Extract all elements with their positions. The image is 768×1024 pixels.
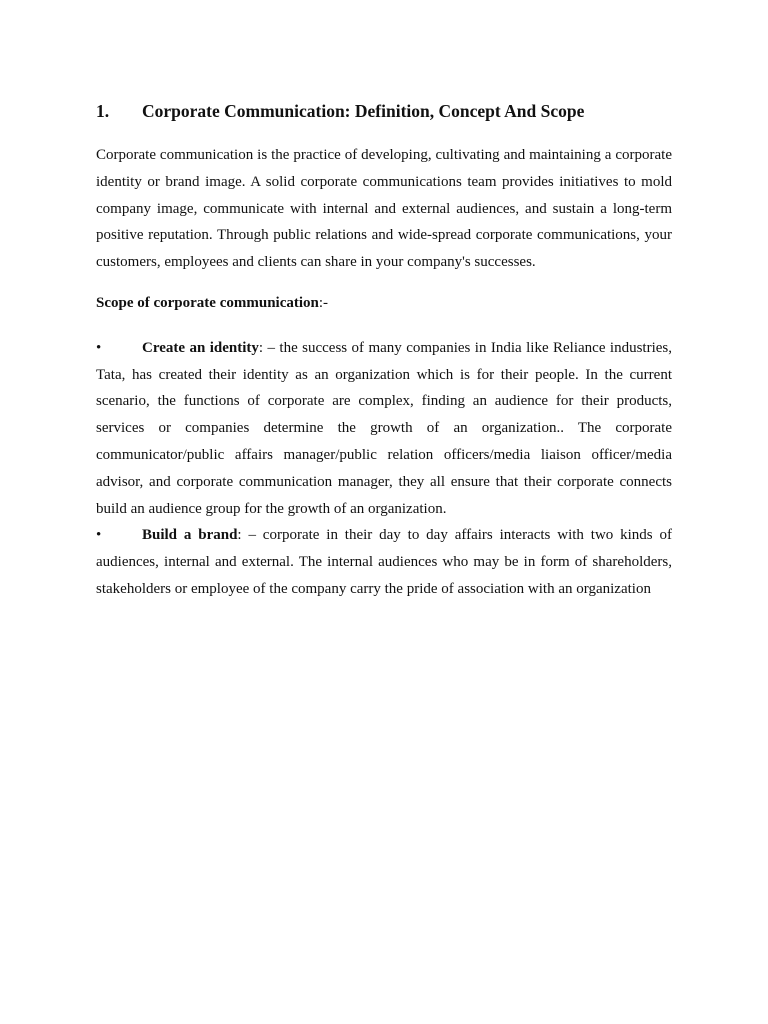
section-number: 1.	[96, 101, 110, 121]
bullet-term: Create an identity	[142, 339, 259, 356]
bullet-body: : – the success of many companies in India like Reliance industries, Tata, has created their identity as an organization which is for their people. In the current scenario, the functions of corporate are complex, finding an audience for their products, services or companies determine the growth of an organization.. The corporate communicator/public affairs manager/public relation officers/media liaison officer/media advisor, and corporate communication manager, they all ensure that their corporate connects build an audience group for the growth of an organization.	[96, 339, 672, 517]
bullet-build-brand	[96, 522, 672, 602]
scope-suffix: :-	[318, 294, 329, 311]
bullet-term: Build a brand	[142, 527, 238, 544]
section-title: Corporate Communication: Definition, Concept And Scope	[142, 101, 585, 121]
bullet-body: : – corporate in their day to day affairs interacts with two kinds of audiences, internal and external. The internal audiences who may be in form of shareholders, stakeholders or employee of the company carry the pride of association with an organization	[96, 527, 672, 597]
scope-label: Scope of corporate communication	[96, 294, 319, 311]
intro-paragraph: Corporate communication is the practice of developing, cultivating and maintaining a corporate identity or brand image. A solid corporate communications team provides initiatives to mold company image, communicate with internal and external audiences, and sustain a long-term positive reputation. Through public relations and wide-spread corporate communications, your customers, employees and clients can share in your company's successes.	[96, 147, 672, 271]
scope-heading	[96, 290, 672, 317]
bullet-marker: •	[96, 339, 102, 356]
section-heading	[96, 98, 672, 124]
document-page	[96, 98, 672, 603]
bullet-create-identity	[96, 335, 672, 523]
bullet-marker: •	[96, 527, 102, 544]
